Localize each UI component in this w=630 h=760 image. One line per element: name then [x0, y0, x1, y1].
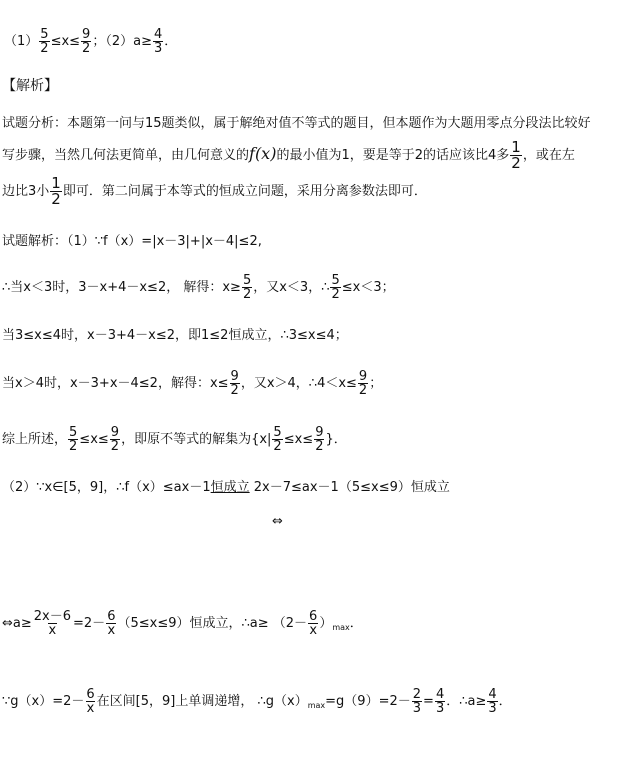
text: ． — [349, 616, 363, 631]
analysis-line-1: 试题分析：本题第一问与15题类似，属于解绝对值不等式的题目，但本题作为大题用零点分段法比较好 — [2, 116, 591, 131]
iff-symbol: ⇔ — [272, 514, 283, 529]
text: ，或在左 — [522, 148, 575, 163]
fraction — [314, 426, 324, 453]
text: （2）∵x∈[5，9]，∴f（x）≤ax－1 — [2, 480, 211, 495]
text: 边比3小 — [2, 184, 50, 199]
text: =2－ — [73, 616, 106, 631]
denominator: 2 — [110, 439, 120, 454]
text: = — [423, 694, 434, 709]
fraction — [308, 610, 318, 637]
numerator: 5 — [40, 27, 49, 42]
text: ∵g（x）=2－ — [2, 694, 85, 709]
denominator: 2 — [273, 439, 282, 454]
numerator: 5 — [242, 273, 252, 288]
numerator: 2x－6 — [33, 609, 72, 624]
numerator: 4 — [488, 687, 497, 702]
denominator: x — [107, 623, 116, 638]
numerator: 6 — [86, 687, 95, 702]
text: 即可．第二问属于本等式的恒成立问题，采用分离参数法即可． — [62, 184, 427, 199]
fraction — [153, 28, 163, 55]
text: ⇔a≥ — [2, 616, 32, 631]
underlined-text: 恒成立 — [210, 480, 250, 495]
numerator: 5 — [331, 273, 340, 288]
numerator: 9 — [110, 425, 120, 440]
numerator: 9 — [315, 425, 324, 440]
denominator: x — [48, 623, 57, 638]
text: 综上所述， — [2, 432, 68, 447]
answer-line — [4, 28, 177, 55]
fraction — [85, 688, 95, 715]
fraction — [68, 426, 78, 453]
text: 写步骤，当然几何法更简单，由几何意义的 — [2, 148, 250, 163]
solution-line-7 — [2, 610, 363, 638]
denominator: x — [86, 701, 95, 716]
numerator: 2 — [412, 687, 422, 702]
numerator: 4 — [153, 27, 163, 42]
denominator: 2 — [51, 190, 61, 208]
fraction — [81, 28, 91, 55]
solution-line-6 — [2, 478, 450, 498]
text: ，又x＜3，∴ — [253, 280, 330, 295]
fraction — [50, 176, 62, 207]
text: 的最小值为1，要是等于2的话应该比4多 — [276, 148, 510, 163]
text: ≤x＜3； — [341, 280, 395, 295]
text: ；（2）a≥ — [92, 34, 152, 49]
numerator: 1 — [51, 174, 61, 192]
fraction — [39, 28, 49, 55]
text: ≤x≤ — [79, 432, 109, 447]
fraction — [358, 370, 368, 397]
text: ，又x＞4，∴4＜x≤ — [240, 376, 357, 391]
numerator: 9 — [230, 369, 239, 384]
text: ≤x≤ — [50, 34, 81, 49]
analysis-line-3 — [2, 176, 427, 207]
text: 2x－7≤ax－1（5≤x≤9）恒成立 — [249, 480, 450, 495]
text: =g（9）=2－ — [325, 694, 411, 709]
denominator: 2 — [230, 383, 239, 398]
analysis-line-2 — [2, 140, 575, 171]
numerator: 6 — [107, 609, 116, 624]
text: ； — [369, 376, 383, 391]
denominator: 3 — [488, 701, 497, 716]
fraction — [33, 610, 72, 637]
denominator: 2 — [331, 287, 340, 302]
denominator: 2 — [82, 41, 91, 56]
denominator: 2 — [358, 383, 368, 398]
fraction — [412, 688, 422, 715]
numerator: 9 — [82, 27, 91, 42]
denominator: 3 — [153, 41, 163, 56]
subscript-max: max — [307, 701, 326, 710]
fraction — [106, 610, 116, 637]
answer-part1-label: （1） — [4, 34, 39, 49]
text: ） — [319, 616, 333, 631]
fraction — [242, 274, 252, 301]
text: ≤x≤ — [283, 432, 314, 447]
text: 在区间[5，9]上单调递增， ∴g（x） — [96, 694, 308, 709]
text: ∴当x＜3时，3－x+4－x≤2， 解得：x≥ — [2, 280, 241, 295]
fraction — [230, 370, 240, 397]
section-heading: 【解析】 — [2, 78, 58, 94]
numerator: 9 — [358, 369, 368, 384]
solution-line-4 — [2, 370, 382, 397]
denominator: 2 — [69, 439, 78, 454]
denominator: 2 — [511, 154, 521, 172]
solution-line-2 — [2, 274, 395, 301]
text: ． — [164, 34, 178, 49]
subscript-max: max — [332, 623, 350, 632]
denominator: 3 — [435, 701, 445, 716]
text: ． — [498, 694, 512, 709]
function-symbol: f(x) — [249, 144, 277, 163]
fraction — [435, 688, 445, 715]
numerator: 5 — [273, 425, 282, 440]
solution-line-5 — [2, 426, 347, 453]
fraction — [487, 688, 497, 715]
fraction — [272, 426, 282, 453]
denominator: 2 — [242, 287, 252, 302]
numerator: 6 — [309, 609, 318, 624]
text: （5≤x≤9）恒成立，∴a≥ （2－ — [117, 616, 308, 631]
denominator: 2 — [315, 439, 324, 454]
fraction — [110, 426, 120, 453]
denominator: x — [309, 623, 318, 638]
text: }． — [325, 432, 347, 447]
numerator: 1 — [511, 138, 521, 156]
numerator: 4 — [435, 687, 445, 702]
text: ．∴a≥ — [446, 694, 487, 709]
solution-line-3: 当3≤x≤4时，x－3+4－x≤2，即1≤2恒成立，∴3≤x≤4； — [2, 328, 348, 343]
denominator: 2 — [40, 41, 49, 56]
text: ，即原不等式的解集为{x| — [121, 432, 272, 447]
text: 当x＞4时，x－3+x－4≤2，解得：x≤ — [2, 376, 229, 391]
numerator: 5 — [69, 425, 78, 440]
denominator: 3 — [412, 701, 422, 716]
fraction — [510, 140, 522, 171]
solution-line-8 — [2, 688, 512, 716]
solution-line-1: 试题解析：（1）∵f（x）=|x－3|+|x－4|≤2, — [2, 234, 262, 249]
fraction — [330, 274, 340, 301]
